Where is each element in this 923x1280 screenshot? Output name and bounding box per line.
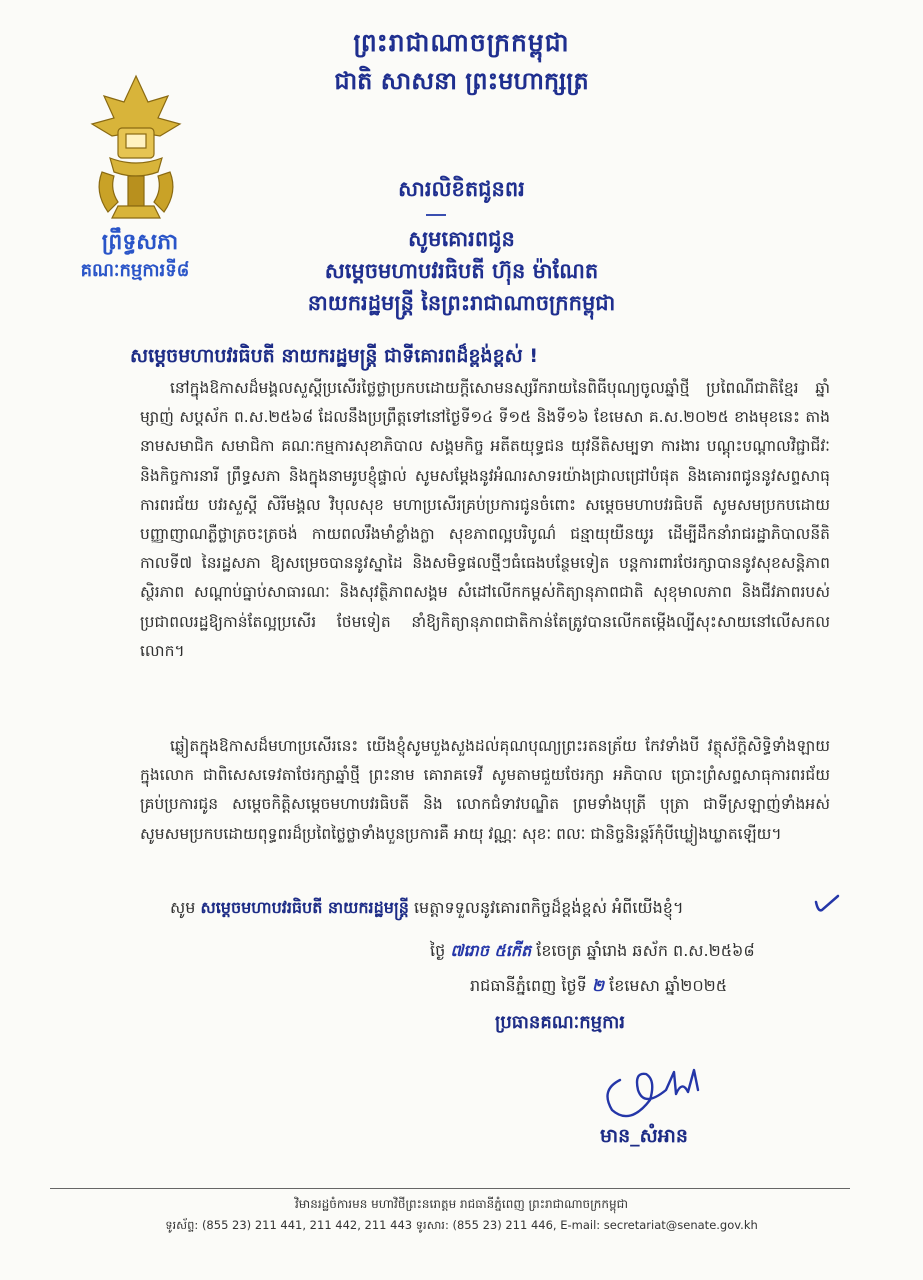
date-suffix: ខែមេសា ឆ្នាំ២០២៥	[609, 976, 728, 995]
date-suffix: ខែចេត្រ ឆ្នាំរោង ឆស័ក ព.ស.២៥៦៨	[536, 941, 755, 960]
solar-date	[470, 975, 830, 999]
title-divider	[426, 214, 446, 216]
paragraph-text: នៅក្នុងឱកាសដ៏មង្គលសួស្ដីប្រសើរថ្លៃថ្លាប្រកបដោយក្ដីសោមនស្សរីករាយនៃពិធីបុណ្យចូលឆ្នាំថ្មី ប្រពៃណីជាតិខ្មែរ ឆ្នាំម្សាញ់ សប្ដស័ក ព.ស.២៥៦៨ ដែលនឹងប្រព្រឹត្តទៅនៅថ្ងៃទី១៤ ទី១៥ និងទី១៦ ខែមេសា គ.ស.២០២៥ ខាងមុខនេះ តាងនាមសមាជិក សមាជិកា គណៈកម្មការសុខាភិបាល សង្គមកិច្ច អតីតយុទ្ធជន យុវនីតិសម្បទា ការងារ បណ្ដុះបណ្ដាលវិជ្ជាជីវៈ និងកិច្ចការនារី ព្រឹទ្ធសភា និងក្នុងនាមរូបខ្ញុំផ្ទាល់ សូមសម្ដែងនូវអំណរសាទរយ៉ាងជ្រាលជ្រៅបំផុត និងគោរពជូននូវសព្ទសាធុការពរជ័យ បវរសួស្ដី សិរីមង្គល វិបុលសុខ មហាប្រសើរគ្រប់ប្រការជូនចំពោះ សម្ដេចមហាបវរធិបតី សូមសមប្រកបដោយបញ្ញាញាណភ្លឺថ្លាត្រចះត្រចង់ កាយពលរឹងមាំខ្លាំងក្លា សុខភាពល្អបរិបូណ៌ ជន្មាយុយឺនយូរ ដើម្បីដឹកនាំរាជរដ្ឋាភិបាលនីតិកាលទី៧ នៃរដ្ឋសភា ឱ្យសម្រេចបាននូវស្នាដៃ និងសមិទ្ធផលថ្មីៗធំធេងបន្ថែមទៀត បន្តការពារថែរក្សាបាននូវសុខសន្តិភាព ស្ថិរភាព សណ្ដាប់ធ្នាប់សាធារណៈ និងសុវត្ថិភាពសង្គម សំដៅលើកកម្ពស់កិត្យានុភាពជាតិ សុខុមាលភាព និងជីវភាពរបស់ប្រជាពលរដ្ឋឱ្យកាន់តែល្អប្រសើរ ថែមទៀត នាំឱ្យកិត្យានុភាពជាតិកាន់តែត្រូវបានលើកតម្កើងល្បីសុះសាយនៅលើសកលលោក។	[140, 379, 830, 660]
document-type: សារលិខិតជូនពរ	[398, 177, 525, 201]
footer-contact: ទូរស័ព្ទ: (855 23) 211 441, 211 442, 211 443 ទូរសារ: (855 23) 211 446, E-mail: secretariat@senate.gov.kh	[165, 1218, 758, 1232]
sender-committee: គណៈកម្មការទី៨	[80, 260, 190, 281]
body-paragraph-2	[140, 732, 830, 880]
signatory-title: ប្រធានគណៈកម្មការ	[495, 1012, 625, 1033]
closing-line	[170, 897, 840, 921]
salutation: សម្ដេចមហាបវរធិបតី នាយករដ្ឋមន្ត្រី ជាទីគោរពដ៏ខ្ពង់ខ្ពស់ !	[130, 345, 539, 367]
national-motto: ជាតិ សាសនា ព្រះមហាក្សត្រ	[334, 67, 589, 95]
closing-name: សម្ដេចមហាបវរធិបតី នាយករដ្ឋមន្ត្រី	[200, 898, 409, 917]
handwritten-solar-day: ២	[591, 976, 605, 995]
sender-institution: ព្រឹទ្ធសភា	[101, 230, 179, 255]
addressed-to: សូមគោរពជូន	[408, 227, 515, 251]
handwritten-lunar-day: ៧រោច ៥កើត	[450, 941, 532, 960]
date-prefix: រាជធានីភ្នំពេញ ថ្ងៃទី	[470, 976, 587, 995]
handwritten-check-icon	[812, 892, 842, 916]
signature-icon	[590, 1050, 720, 1130]
body-paragraph-1	[140, 374, 830, 696]
closing-prefix: សូម	[170, 898, 196, 917]
footer-divider	[50, 1188, 850, 1189]
paragraph-text: ឆ្លៀតក្នុងឱកាសដ៏មហាប្រសើរនេះ យើងខ្ញុំសូមបួងសួងដល់គុណបុណ្យព្រះរតនត្រ័យ កែវទាំងបី វត្ថុស័ក្ដិសិទ្ធិទាំងឡាយក្នុងលោក ជាពិសេសទេវតាថែរក្សាឆ្នាំថ្មី ព្រះនាម គោរាគទេវី សូមតាមជួយថែរក្សា អភិបាល ប្រោះព្រំសព្ទសាធុការពរជ័យគ្រប់ប្រការជូន សម្ដេចកិត្តិសម្ដេចមហាបវរធិបតី និង លោកជំទាវបណ្ឌិត ព្រមទាំងបុត្រី បុត្រា ជាទីស្រឡាញ់ទាំងអស់ សូមសមប្រកបដោយពុទ្ធពរដ៏ប្រពៃថ្លៃថ្លាទាំងបួនប្រការគឺ អាយុ វណ្ណៈ សុខៈ ពលៈ ជានិច្ចនិរន្តរ៍កុំបីឃ្លៀងឃ្លាតឡើយ។	[140, 737, 830, 843]
signer-name: មាន_សំអាន	[600, 1125, 688, 1147]
recipient-name: សម្ដេចមហាបវរធិបតី ហ៊ុន ម៉ាណែត	[324, 259, 599, 283]
kingdom-heading: ព្រះរាជាណាចក្រកម្ពុជា	[353, 28, 570, 57]
footer-address: វិមានរដ្ឋចំការមន មហាវិថីព្រះនរោត្តម រាជធានីភ្នំពេញ ព្រះរាជាណាចក្រកម្ពុជា	[294, 1197, 628, 1211]
date-prefix: ថ្ងៃ	[430, 941, 446, 960]
lunar-date	[430, 940, 850, 964]
closing-suffix: មេត្តាទទួលនូវគោរពកិច្ចដ៏ខ្ពង់ខ្ពស់ អំពីយើងខ្ញុំ។	[413, 898, 684, 917]
recipient-title: នាយករដ្ឋមន្ត្រី នៃព្រះរាជាណាចក្រកម្ពុជា	[307, 291, 616, 315]
